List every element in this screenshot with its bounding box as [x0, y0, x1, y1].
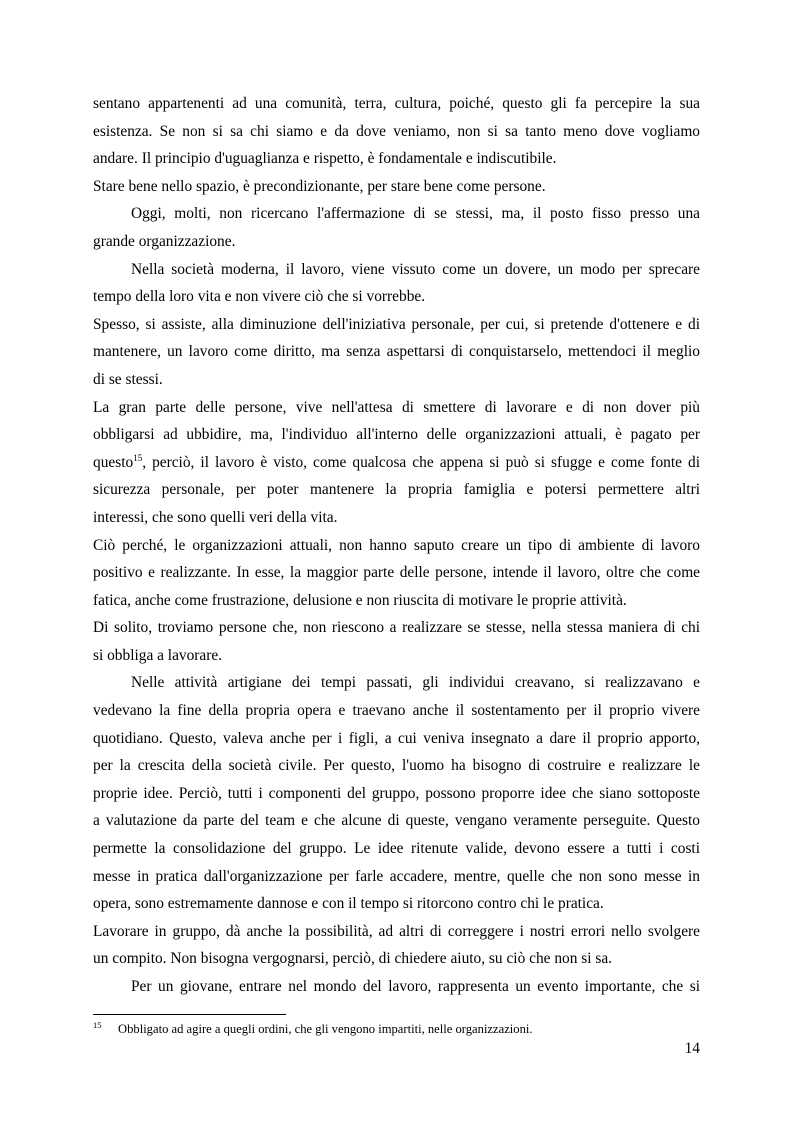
- body-line: Nelle attività artigiane dei tempi passati, gli individui creavano, si realizzavano e: [131, 674, 700, 692]
- body-line-with-footnote-ref: [93, 449, 700, 477]
- body-line: Oggi, molti, non ricercano l'affermazione di se stessi, ma, il posto fisso presso una: [131, 205, 700, 223]
- body-line: andare. Il principio d'uguaglianza e rispetto, è fondamentale e indiscutibile.: [93, 150, 557, 168]
- footnote-separator: [93, 1014, 286, 1015]
- body-line: Spesso, si assiste, alla diminuzione dell'iniziativa personale, per cui, si pretende d'ottenere e di: [93, 315, 700, 333]
- body-line: fatica, anche come frustrazione, delusione e non riuscita di motivare le proprie attività.: [93, 591, 627, 609]
- page-body: [93, 90, 700, 1001]
- body-line: Per un giovane, entrare nel mondo del lavoro, rappresenta un evento importante, che si: [131, 978, 700, 995]
- body-line: Nella società moderna, il lavoro, viene vissuto come un dovere, un modo per sprecare: [131, 260, 700, 278]
- body-line: a valutazione da parte del team e che alcune di queste, vengano veramente perseguite. Questo: [93, 812, 700, 830]
- body-line: Stare bene nello spazio, è precondizionante, per stare bene come persone.: [93, 177, 546, 195]
- body-line: opera, sono estremamente dannose e con il tempo si ritorcono contro chi le pratica.: [93, 895, 604, 913]
- body-line: si obbliga a lavorare.: [93, 646, 223, 664]
- body-line: esistenza. Se non si sa chi siamo e da dove veniamo, non si sa tanto meno dove vogliamo: [93, 122, 700, 140]
- footnote-reference[interactable]: 15: [133, 452, 143, 463]
- body-line: quotidiano. Questo, valeva anche per i figli, a cui veniva insegnato a dare il proprio apporto,: [93, 729, 700, 747]
- body-line: sentano appartenenti ad una comunità, terra, cultura, poiché, questo gli fa percepire la sua: [93, 95, 700, 112]
- footnote-text: Obbligato ad agire a quegli ordini, che gli vengono impartiti, nelle organizzazioni.: [118, 1022, 533, 1036]
- body-line: proprie idee. Perciò, tutti i componenti del gruppo, possono proporre idee che siano sottoposte: [93, 784, 700, 802]
- body-line: vedevano la fine della propria opera e traevano anche il sostentamento per il proprio vivere: [93, 702, 700, 720]
- body-line: La gran parte delle persone, vive nell'attesa di smettere di lavorare e di non dover più: [93, 398, 700, 416]
- body-line: mantenere, un lavoro come diritto, ma senza aspettarsi di conquistarselo, mettendoci il meglio: [93, 343, 700, 361]
- body-line: tempo della loro vita e non vivere ciò che si vorrebbe.: [93, 288, 426, 306]
- body-text: , perciò, il lavoro è visto, come qualcosa che appena si può si sfugge e come fonte di: [142, 453, 700, 471]
- body-line: positivo e realizzante. In esse, la maggior parte delle persone, intende il lavoro, oltre che come: [93, 564, 700, 582]
- body-line: di se stessi.: [93, 370, 163, 388]
- body-line: Lavorare in gruppo, dà anche la possibilità, ad altri di correggere i nostri errori nello svolgere: [93, 922, 700, 940]
- body-line: per la crescita della società civile. Per questo, l'uomo ha bisogno di costruire e realizzare le: [93, 757, 700, 775]
- page-number: 14: [684, 1040, 700, 1057]
- body-line: messe in pratica dall'organizzazione per farle accadere, mentre, quelle che non sono messe in: [93, 867, 700, 885]
- body-line: obbligarsi ad ubbidire, ma, l'individuo all'interno delle organizzazioni attuali, è pagato per: [93, 426, 700, 444]
- body-line: Ciò perché, le organizzazioni attuali, non hanno saputo creare un tipo di ambiente di lavoro: [93, 536, 700, 554]
- footnote: 15 Obbligato ad agire a quegli ordini, che gli vengono impartiti, nelle organizzazioni.: [93, 1020, 533, 1036]
- body-line: Di solito, troviamo persone che, non riescono a realizzare se stesse, nella stessa maniera di chi: [93, 619, 700, 637]
- body-line: un compito. Non bisogna vergognarsi, perciò, di chiedere aiuto, su ciò che non si sa.: [93, 950, 613, 968]
- body-text: questo: [93, 453, 134, 471]
- body-line: permette la consolidazione del gruppo. Le idee ritenute valide, devono essere a tutti i costi: [93, 840, 700, 858]
- body-line: interessi, che sono quelli veri della vita.: [93, 508, 338, 526]
- body-line: grande organizzazione.: [93, 232, 236, 250]
- body-line: sicurezza personale, per poter mantenere la propria famiglia e potersi permettere altri: [93, 481, 700, 499]
